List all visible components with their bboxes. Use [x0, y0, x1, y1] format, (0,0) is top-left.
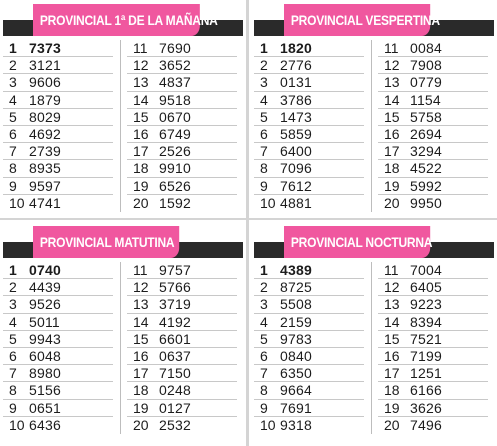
result-row [254, 314, 364, 331]
result-position: 4 [260, 91, 268, 108]
result-position: 12 [384, 279, 400, 296]
result-row [254, 74, 364, 91]
result-position: 3 [9, 296, 17, 313]
result-number: 6749 [159, 126, 191, 143]
results-column [127, 40, 237, 212]
result-row [378, 195, 488, 212]
result-position: 12 [384, 57, 400, 74]
result-position: 20 [384, 195, 400, 212]
result-position: 5 [260, 330, 268, 347]
block-provincial-matutina [3, 226, 243, 437]
result-row [254, 348, 364, 365]
result-position: 14 [384, 91, 400, 108]
result-row [378, 74, 488, 91]
block-provincial-vespertina [254, 4, 494, 215]
result-number: 9526 [29, 296, 61, 313]
column-divider [371, 40, 372, 212]
result-position: 2 [9, 57, 17, 74]
result-number: 1592 [159, 195, 191, 212]
result-number: 0084 [410, 40, 442, 57]
results-column [3, 40, 113, 212]
result-number: 5992 [410, 177, 442, 194]
result-row [127, 74, 237, 91]
result-number: 4439 [29, 279, 61, 296]
block-header [254, 226, 494, 258]
result-row [254, 365, 364, 382]
result-position: 6 [260, 126, 268, 143]
result-number: 0670 [159, 108, 191, 125]
result-row [378, 92, 488, 109]
result-row [127, 40, 237, 57]
result-position: 10 [260, 195, 276, 212]
result-number: 7496 [410, 417, 442, 434]
result-number: 1154 [410, 91, 441, 108]
result-row [127, 160, 237, 177]
result-position: 18 [133, 382, 149, 399]
result-position: 4 [260, 313, 268, 330]
result-number: 0131 [280, 74, 312, 91]
result-position: 7 [260, 365, 268, 382]
result-position: 12 [133, 279, 149, 296]
result-row [3, 296, 113, 313]
result-row [3, 365, 113, 382]
result-position: 10 [9, 195, 25, 212]
result-number: 3121 [29, 57, 61, 74]
result-number: 6166 [410, 382, 442, 399]
results-grid [3, 40, 243, 212]
result-position: 16 [384, 126, 400, 143]
result-row [127, 296, 237, 313]
result-row [254, 417, 364, 434]
result-position: 20 [133, 195, 149, 212]
result-position: 2 [9, 279, 17, 296]
result-row [254, 296, 364, 313]
result-row [378, 40, 488, 57]
result-row [378, 348, 488, 365]
result-number: 9910 [159, 160, 191, 177]
result-number: 8980 [29, 365, 61, 382]
result-number: 1879 [29, 91, 61, 108]
result-number: 0840 [280, 348, 312, 365]
result-position: 13 [133, 74, 149, 91]
result-position: 6 [9, 348, 17, 365]
result-position: 8 [260, 160, 268, 177]
result-row [3, 126, 113, 143]
result-number: 6400 [280, 143, 312, 160]
result-number: 9664 [280, 382, 312, 399]
result-row [254, 279, 364, 296]
result-row [3, 348, 113, 365]
result-position: 11 [133, 40, 148, 57]
results-column [254, 262, 364, 434]
result-row [378, 279, 488, 296]
result-position: 9 [9, 399, 17, 416]
result-number: 7373 [29, 40, 61, 57]
result-row [378, 143, 488, 160]
result-row [127, 92, 237, 109]
result-row [127, 314, 237, 331]
result-number: 5156 [29, 382, 61, 399]
result-row [3, 195, 113, 212]
result-position: 5 [9, 108, 17, 125]
result-row [3, 417, 113, 434]
result-position: 18 [384, 382, 400, 399]
results-column [254, 40, 364, 212]
result-row [378, 331, 488, 348]
result-row [254, 178, 364, 195]
result-number: 8935 [29, 160, 61, 177]
result-row [3, 400, 113, 417]
block-title: PROVINCIAL VESPERTINA [284, 4, 430, 36]
result-number: 9518 [159, 91, 191, 108]
result-position: 9 [260, 399, 268, 416]
result-row [378, 417, 488, 434]
result-number: 1251 [410, 365, 442, 382]
result-row [254, 331, 364, 348]
result-row [127, 365, 237, 382]
result-row [378, 296, 488, 313]
result-position: 9 [9, 177, 17, 194]
result-position: 6 [9, 126, 17, 143]
result-row [3, 262, 113, 279]
column-divider [371, 262, 372, 434]
result-row [127, 262, 237, 279]
results-grid [254, 262, 494, 434]
result-number: 9783 [280, 330, 312, 347]
result-number: 6601 [159, 330, 191, 347]
result-row [378, 178, 488, 195]
result-row [254, 109, 364, 126]
result-row [3, 160, 113, 177]
result-number: 3626 [410, 399, 442, 416]
result-number: 9318 [280, 417, 312, 434]
results-grid [254, 40, 494, 212]
result-number: 0637 [159, 348, 191, 365]
result-position: 8 [260, 382, 268, 399]
result-row [254, 92, 364, 109]
result-position: 10 [260, 417, 276, 434]
result-number: 0248 [159, 382, 191, 399]
result-number: 4837 [159, 74, 191, 91]
result-number: 1473 [280, 108, 312, 125]
result-position: 3 [260, 74, 268, 91]
result-position: 8 [9, 382, 17, 399]
result-row [378, 400, 488, 417]
result-position: 1 [9, 40, 17, 57]
result-position: 15 [384, 108, 400, 125]
result-number: 2739 [29, 143, 61, 160]
block-provincial-primera-manana [3, 4, 243, 215]
result-row [254, 143, 364, 160]
result-position: 13 [384, 74, 400, 91]
result-number: 9606 [29, 74, 61, 91]
result-number: 7691 [280, 399, 312, 416]
block-title: PROVINCIAL NOCTURNA [284, 226, 430, 258]
result-row [378, 126, 488, 143]
result-number: 0127 [159, 399, 191, 416]
result-position: 6 [260, 348, 268, 365]
block-header [254, 4, 494, 36]
block-provincial-nocturna [254, 226, 494, 437]
block-header [3, 226, 243, 258]
result-position: 19 [384, 399, 400, 416]
result-row [254, 195, 364, 212]
result-number: 7199 [410, 348, 442, 365]
result-position: 7 [260, 143, 268, 160]
results-grid [3, 262, 243, 434]
result-position: 17 [133, 143, 149, 160]
result-number: 6526 [159, 177, 191, 194]
result-row [254, 400, 364, 417]
result-row [3, 178, 113, 195]
result-row [127, 178, 237, 195]
result-position: 14 [384, 313, 400, 330]
result-number: 3719 [159, 296, 191, 313]
result-row [127, 109, 237, 126]
result-position: 15 [384, 330, 400, 347]
block-title: PROVINCIAL MATUTINA [33, 226, 179, 258]
result-number: 5011 [29, 313, 60, 330]
result-number: 4881 [280, 195, 312, 212]
result-row [254, 262, 364, 279]
result-position: 1 [260, 40, 268, 57]
results-column [127, 262, 237, 434]
result-number: 8394 [410, 313, 442, 330]
result-number: 9950 [410, 195, 442, 212]
result-number: 7096 [280, 160, 312, 177]
result-position: 17 [384, 365, 400, 382]
result-row [254, 382, 364, 399]
block-title: PROVINCIAL 1ª DE LA MAÑANA [33, 4, 200, 36]
result-row [127, 126, 237, 143]
result-row [378, 262, 488, 279]
result-number: 7004 [410, 262, 442, 279]
result-position: 7 [9, 365, 17, 382]
result-row [127, 417, 237, 434]
result-position: 3 [9, 74, 17, 91]
result-number: 7521 [410, 330, 442, 347]
result-position: 18 [133, 160, 149, 177]
result-number: 4692 [29, 126, 61, 143]
result-number: 6048 [29, 348, 61, 365]
result-row [378, 109, 488, 126]
result-number: 0779 [410, 74, 442, 91]
result-row [3, 109, 113, 126]
result-number: 6350 [280, 365, 312, 382]
result-position: 2 [260, 279, 268, 296]
result-number: 6405 [410, 279, 442, 296]
result-number: 2532 [159, 417, 191, 434]
result-position: 19 [384, 177, 400, 194]
result-row [378, 365, 488, 382]
column-divider [120, 262, 121, 434]
result-number: 4389 [280, 262, 312, 279]
result-row [127, 382, 237, 399]
result-position: 17 [133, 365, 149, 382]
result-position: 8 [9, 160, 17, 177]
result-row [378, 57, 488, 74]
result-number: 1820 [280, 40, 312, 57]
block-header [3, 4, 243, 36]
result-position: 14 [133, 313, 149, 330]
result-position: 12 [133, 57, 149, 74]
result-number: 3786 [280, 91, 312, 108]
result-position: 1 [9, 262, 17, 279]
result-number: 7690 [159, 40, 191, 57]
result-row [378, 382, 488, 399]
result-row [127, 400, 237, 417]
result-position: 11 [384, 40, 399, 57]
result-row [127, 143, 237, 160]
result-row [3, 143, 113, 160]
result-number: 7612 [280, 177, 312, 194]
result-position: 19 [133, 177, 149, 194]
vertical-divider [246, 0, 249, 446]
result-row [3, 279, 113, 296]
horizontal-divider [0, 218, 497, 220]
result-number: 0651 [29, 399, 61, 416]
result-row [3, 40, 113, 57]
result-number: 0740 [29, 262, 61, 279]
result-number: 2694 [410, 126, 442, 143]
result-row [378, 160, 488, 177]
result-position: 2 [260, 57, 268, 74]
result-position: 1 [260, 262, 268, 279]
column-divider [120, 40, 121, 212]
result-row [3, 382, 113, 399]
result-number: 2776 [280, 57, 312, 74]
result-row [3, 92, 113, 109]
result-row [378, 314, 488, 331]
result-row [127, 331, 237, 348]
result-position: 3 [260, 296, 268, 313]
result-row [254, 126, 364, 143]
result-number: 5508 [280, 296, 312, 313]
result-number: 3652 [159, 57, 191, 74]
result-number: 2526 [159, 143, 191, 160]
result-row [3, 331, 113, 348]
result-number: 6436 [29, 417, 61, 434]
result-row [127, 57, 237, 74]
result-position: 4 [9, 313, 17, 330]
result-position: 20 [133, 417, 149, 434]
result-position: 19 [133, 399, 149, 416]
result-row [254, 160, 364, 177]
result-position: 10 [9, 417, 25, 434]
result-position: 11 [384, 262, 399, 279]
results-column [3, 262, 113, 434]
result-row [254, 57, 364, 74]
result-position: 20 [384, 417, 400, 434]
result-number: 3294 [410, 143, 442, 160]
result-number: 4192 [159, 313, 191, 330]
result-position: 5 [260, 108, 268, 125]
result-number: 8029 [29, 108, 61, 125]
result-position: 13 [133, 296, 149, 313]
result-row [254, 40, 364, 57]
result-position: 9 [260, 177, 268, 194]
result-number: 9943 [29, 330, 61, 347]
result-row [127, 348, 237, 365]
result-position: 7 [9, 143, 17, 160]
results-column [378, 40, 488, 212]
result-position: 18 [384, 160, 400, 177]
result-position: 16 [384, 348, 400, 365]
result-row [3, 74, 113, 91]
result-number: 2159 [280, 313, 312, 330]
result-number: 9223 [410, 296, 442, 313]
result-number: 7150 [159, 365, 191, 382]
result-position: 17 [384, 143, 400, 160]
result-position: 16 [133, 126, 149, 143]
result-position: 16 [133, 348, 149, 365]
result-position: 15 [133, 330, 149, 347]
result-row [127, 279, 237, 296]
result-position: 14 [133, 91, 149, 108]
result-number: 9597 [29, 177, 61, 194]
result-number: 7908 [410, 57, 442, 74]
result-row [3, 314, 113, 331]
result-number: 5766 [159, 279, 191, 296]
result-number: 9757 [159, 262, 191, 279]
results-column [378, 262, 488, 434]
result-position: 11 [133, 262, 148, 279]
result-position: 4 [9, 91, 17, 108]
result-number: 4741 [29, 195, 61, 212]
result-position: 15 [133, 108, 149, 125]
result-number: 5758 [410, 108, 442, 125]
result-number: 4522 [410, 160, 442, 177]
result-number: 8725 [280, 279, 312, 296]
result-row [3, 57, 113, 74]
result-position: 13 [384, 296, 400, 313]
result-number: 5859 [280, 126, 312, 143]
result-position: 5 [9, 330, 17, 347]
result-row [127, 195, 237, 212]
